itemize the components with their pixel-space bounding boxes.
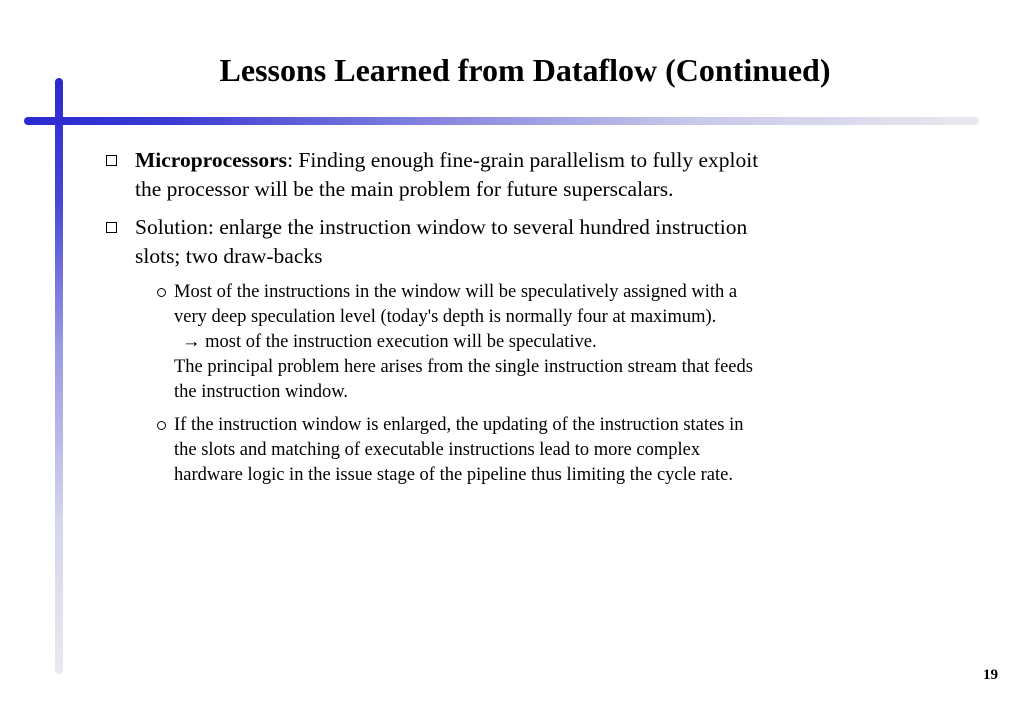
square-bullet-icon [106,222,117,233]
bullet-line: the processor will be the main problem for future superscalars. [135,177,674,201]
bullet-microprocessors [104,146,934,204]
sub-bullet-speculation [104,280,934,405]
sub-bullet-line: the slots and matching of executable instructions lead to more complex [174,440,701,460]
sub-bullet-line: The principal problem here arises from the single instruction stream that feeds [174,357,753,377]
bullet-line [135,146,934,175]
circle-bullet-icon [157,288,166,297]
slide-body [104,146,934,496]
sub-bullet-line: very deep speculation level (today's depth is normally four at maximum). [174,307,717,327]
bullet-line: Solution: enlarge the instruction window to several hundred instruction [135,215,748,239]
circle-bullet-icon [157,421,166,430]
horizontal-accent-bar [24,117,979,125]
bullet-solution [104,213,934,271]
bullet-bold-term: Microprocessors [135,148,288,172]
vertical-accent-bar [55,78,63,674]
page-number: 19 [983,667,998,683]
bullet-text: : Finding enough fine-grain parallelism to fully exploit [287,148,759,172]
sub-bullet-line: hardware logic in the issue stage of the pipeline thus limiting the cycle rate. [174,465,733,485]
sub-bullet-line-arrow: → most of the instruction execution will be speculative. [182,332,597,352]
sub-bullet-line: Most of the instructions in the window will be speculatively assigned with a [174,282,738,302]
slide-title: Lessons Learned from Dataflow (Continued) [219,52,831,88]
sub-bullet-window-enlarged [104,413,934,488]
sub-bullet-line: the instruction window. [174,382,349,402]
square-bullet-icon [106,155,117,166]
sub-bullet-line: If the instruction window is enlarged, the updating of the instruction states in [174,415,744,435]
bullet-line: slots; two draw-backs [135,244,323,268]
